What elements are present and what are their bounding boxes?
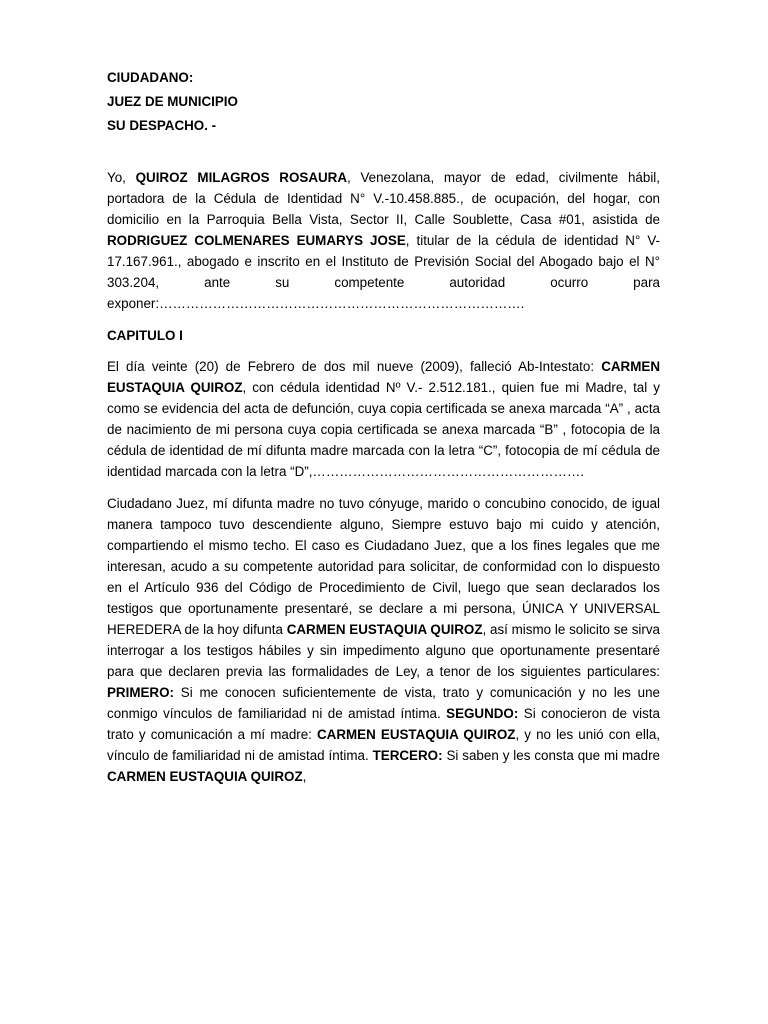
request-text-2: , así mismo le solicito se sirva interrogar a los testigos hábiles y sin impedimento alguno que oportunamente presentaré para que declaren previa las formalidades de Ley, a tenor de los siguientes particulares: bbox=[107, 622, 660, 679]
request-text-5: , y no les unió con ella, vínculo de familiaridad ni de amistad íntima. bbox=[107, 727, 660, 763]
deceased-name: CARMEN EUSTAQUIA QUIROZ bbox=[107, 769, 303, 784]
intro-text-2: , Venezolana, mayor de edad, civilmente hábil, portadora de la Cédula de Identidad N° V.-10.458.885., de ocupación, del hogar, con domicilio en la Parroquia Bella Vista, Sector II, Calle Soublette, Casa #01, asistida de bbox=[107, 170, 660, 227]
request-text-1: Ciudadano Juez, mí difunta madre no tuvo cónyuge, marido o concubino conocido, de igual manera tampoco tuvo descendiente alguno, Siempre estuvo bajo mi cuido y atención, compartiendo el mismo techo. El caso es Ciudadano Juez, que a los fines legales que me interesan, acudo a su competente autoridad para solicitar, de conformidad con lo dispuesto en el Artículo 936 del Código de Procedimiento de Civil, luego que sean declarados los testigos que oportunamente presentaré, se declare a mi persona, ÚNICA Y UNIVERSAL HEREDERA de la hoy difunta bbox=[107, 496, 660, 637]
request-text-3: Si me conocen suficientemente de vista, trato y comunicación y no les une conmigo vínculos de familiaridad ni de amistad íntima. bbox=[107, 685, 660, 721]
deceased-name: CARMEN EUSTAQUIA QUIROZ bbox=[286, 622, 483, 637]
facts-paragraph bbox=[107, 356, 660, 482]
addressee-line-judge: JUEZ DE MUNICIPIO bbox=[107, 94, 238, 109]
addressee-block bbox=[107, 66, 660, 138]
lawyer-name: RODRIGUEZ COLMENARES EUMARYS JOSE bbox=[107, 233, 406, 248]
request-text-6: Si saben y les consta que mi madre bbox=[442, 748, 660, 763]
primero-label: PRIMERO: bbox=[107, 685, 174, 700]
addressee-line-citizen: CIUDADANO: bbox=[107, 70, 194, 85]
intro-paragraph bbox=[107, 167, 660, 314]
segundo-label: SEGUNDO: bbox=[446, 706, 519, 721]
document-page bbox=[107, 66, 660, 798]
intro-text-3: , titular de la cédula de identidad N° V-17.167.961., abogado e inscrito en el Instituto de Previsión Social del Abogado bajo el N° 303.204, ante su competente autoridad ocurro para exponer:………………………………………………………………………. bbox=[107, 233, 660, 311]
intro-text-1: Yo, bbox=[107, 170, 136, 185]
facts-text-1: El día veinte (20) de Febrero de dos mil nueve (2009), falleció Ab-Intestato: bbox=[107, 359, 602, 374]
petitioner-name: QUIROZ MILAGROS ROSAURA bbox=[135, 170, 348, 185]
deceased-name: CARMEN EUSTAQUIA QUIROZ bbox=[107, 359, 660, 395]
request-paragraph bbox=[107, 493, 660, 787]
request-text-7: , bbox=[302, 769, 307, 784]
addressee-line-office: SU DESPACHO. - bbox=[107, 118, 217, 133]
deceased-name: CARMEN EUSTAQUIA QUIROZ bbox=[317, 727, 516, 742]
facts-text-2: , con cédula identidad Nº V.- 2.512.181., quien fue mi Madre, tal y como se evidencia del acta de defunción, cuya copia certificada se anexa marcada “A” , acta de nacimiento de mi persona cuya copia certificada se anexa marcada “B” , fotocopia de la cédula de identidad de mí difunta madre marcada con la letra “C”, fotocopia de mí cédula de identidad marcada con la letra “D”,……………………………………………………. bbox=[107, 380, 660, 479]
tercero-label: TERCERO: bbox=[372, 748, 443, 763]
request-text-4: Si conocieron de vista trato y comunicación a mí madre: bbox=[107, 706, 660, 742]
chapter-heading: CAPITULO I bbox=[107, 328, 183, 343]
